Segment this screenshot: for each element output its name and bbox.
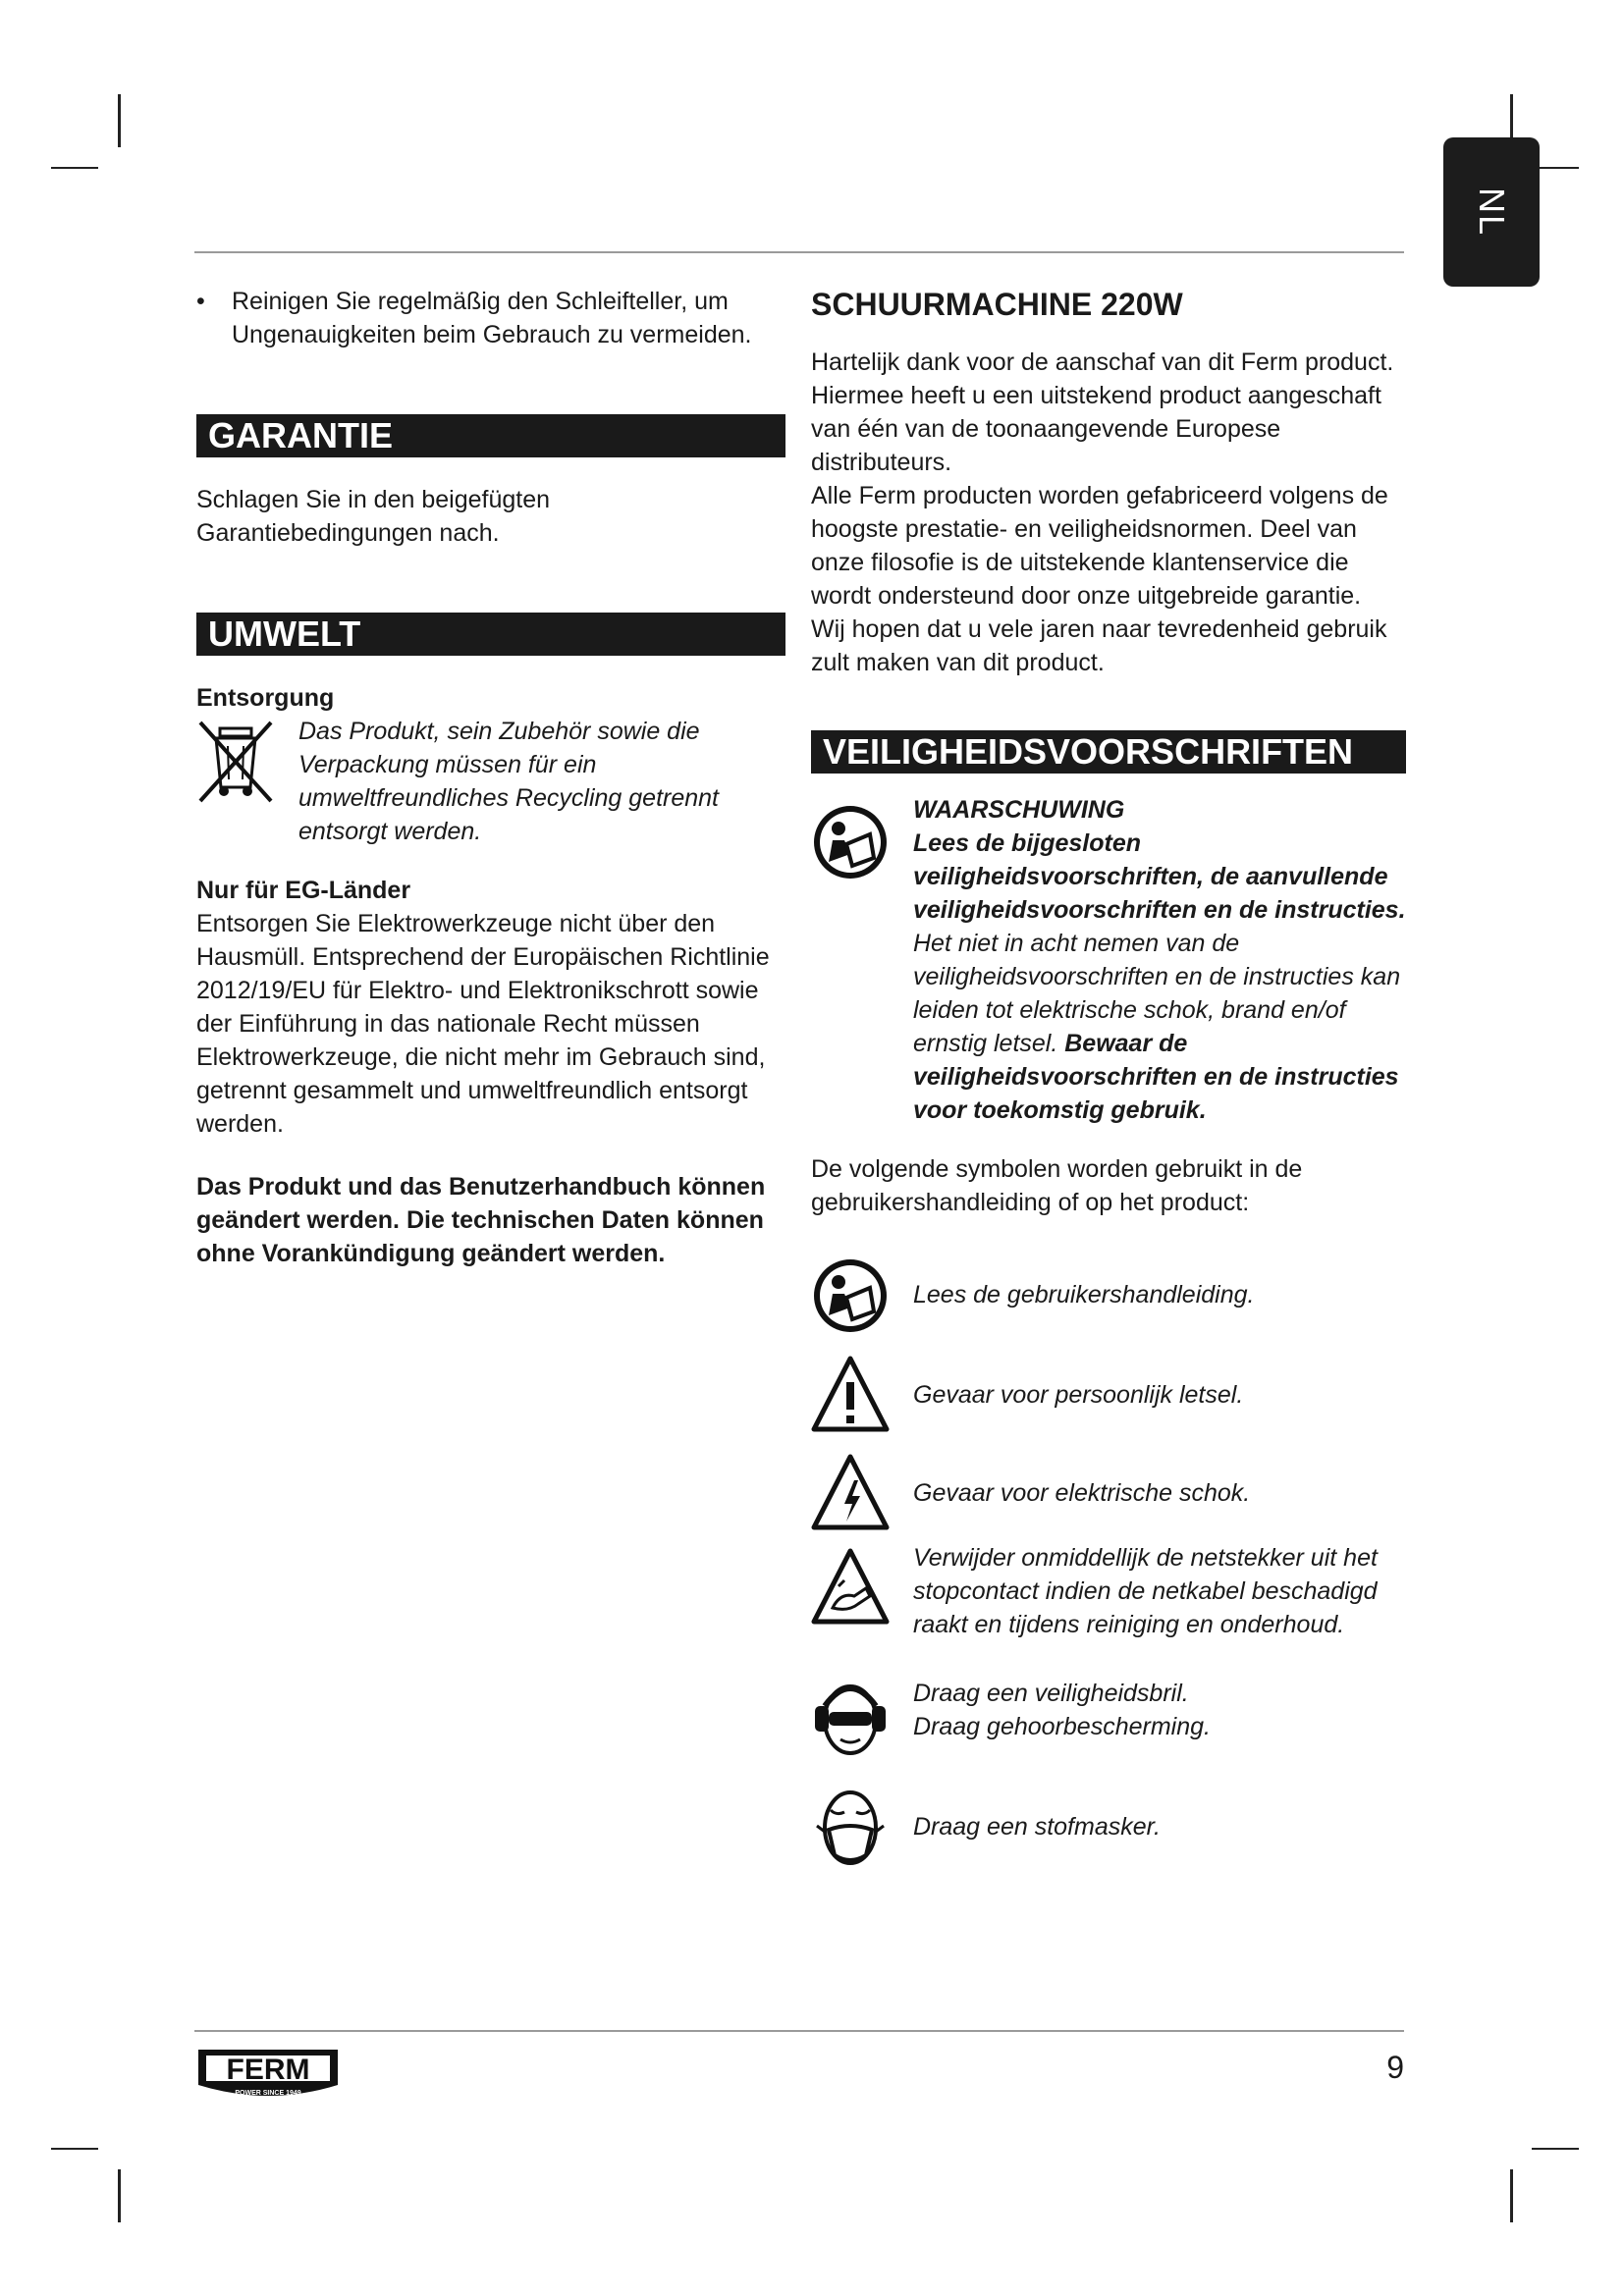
language-tab-label: NL [1472,187,1512,238]
page-number: 9 [1386,2050,1404,2085]
recycling-notice [196,715,785,848]
logo-tagline: POWER SINCE 1949 [235,2090,301,2097]
garantie-heading: GARANTIE [196,414,785,457]
symbol-text: Gevaar voor persoonlijk letsel. [913,1381,1244,1409]
safety-heading: VEILIGHEIDSVOORSCHRIFTEN [811,730,1406,774]
warning-block [811,793,1406,1127]
warning-bold-text: Lees de bijgesloten veiligheidsvoorschriften, de aanvullende veiligheidsvoorschriften en de instructies. [913,829,1406,924]
intro-paragraph: Wij hopen dat u vele jaren naar tevredenheid gebruik zult maken van dit product. [811,615,1387,676]
umwelt-heading: UMWELT [196,613,785,656]
read-manual-icon [811,803,890,881]
logo-text: FERM [226,2054,310,2086]
entsorgung-text: Das Produkt, sein Zubehör sowie die Verpackung müssen für ein umweltfreundliches Recycling getrennt entsorgt werden. [298,718,719,845]
electric-hazard-icon [811,1453,890,1531]
symbol-injury [811,1355,1406,1435]
crossed-bin-icon [196,719,275,807]
symbol-dust-mask [811,1787,1406,1869]
symbol-text: Draag een veiligheidsbril. [913,1680,1189,1707]
crop-mark [51,167,98,169]
crop-mark [1510,2169,1513,2222]
warning-triangle-icon [811,1355,890,1433]
symbol-read-manual [811,1256,1406,1335]
symbol-text: Verwijder onmiddellijk de netstekker uit het stopcontact indien de netkabel beschadigd raakt en tijdens reiniging en onderhoud. [913,1544,1378,1638]
warning-title: WAARSCHUWING [913,796,1125,824]
garantie-text: Schlagen Sie in den beigefügten Garantiebedingungen nach. [196,486,551,547]
symbol-text: Draag een stofmasker. [913,1813,1161,1841]
symbol-text: Gevaar voor elektrische schok. [913,1479,1251,1507]
symbol-text: Draag gehoorbescherming. [913,1713,1211,1740]
maintenance-bullet: • Reinigen Sie regelmäßig den Schleifteller, um Ungenauigkeiten beim Gebrauch zu vermeiden. [196,285,785,351]
symbol-unplug [811,1541,1406,1641]
symbols-intro: De volgende symbolen worden gebruikt in de gebruikershandleiding of op het product: [811,1155,1303,1216]
warning-text [913,827,1406,1127]
crop-mark [51,2148,98,2150]
left-column [196,285,785,1270]
dust-mask-icon [811,1787,890,1869]
intro-paragraph: Alle Ferm producten worden gefabriceerd volgens de hoogste prestatie- en veiligheidsnormen. Deel van onze filosofie is de uitstekende klantenservice die wordt ondersteund door onze uitgebreide garantie. [811,482,1388,610]
crop-mark [118,94,121,147]
language-tab [1443,137,1540,287]
product-title: SCHUURMACHINE 220W [811,287,1183,322]
warning-normal-text: Het niet in acht nemen van de veiligheidsvoorschriften en de instructies kan leiden tot elektrische schok, brand en/of ernstig letsel. [913,930,1401,1057]
symbol-electric [811,1453,1406,1533]
entsorgung-subheading: Entsorgung [196,684,335,712]
bottom-rule [194,2030,1404,2032]
right-column [811,283,1406,1869]
crop-mark [1532,2148,1579,2150]
intro-block [811,346,1406,679]
crop-mark [118,2169,121,2222]
ferm-logo [194,2044,342,2109]
symbol-text: Lees de gebruikershandleiding. [913,1281,1255,1308]
change-notice: Das Produkt und das Benutzerhandbuch können geändert werden. Die technischen Daten können ohne Vorankündigung geändert werden. [196,1173,766,1267]
top-rule [194,251,1404,253]
unplug-hazard-icon [811,1547,890,1626]
read-manual-icon [811,1256,890,1335]
symbol-glasses-ears [811,1677,1406,1761]
intro-paragraph: Hartelijk dank voor de aanschaf van dit Ferm product. Hiermee heeft u een uitstekend product aangeschaft van één van de toonaangevende Europese distributeurs. [811,348,1394,476]
goggles-ear-protection-icon [811,1677,890,1759]
warning-bold-text: Bewaar de veiligheidsvoorschriften en de instructies voor toekomstig gebruik. [913,1030,1399,1124]
eg-subheading: Nur für EG-Länder [196,877,411,904]
eg-text: Entsorgen Sie Elektrowerkzeuge nicht über den Hausmüll. Entsprechend der Europäischen Richtlinie 2012/19/EU für Elektro- und Elektronikschrott sowie der Einführung in das nationale Recht müssen Elektrowerkzeuge, die nicht mehr im Gebrauch sind, getrennt gesammelt und umweltfreundlich entsorgt werden. [196,910,770,1138]
